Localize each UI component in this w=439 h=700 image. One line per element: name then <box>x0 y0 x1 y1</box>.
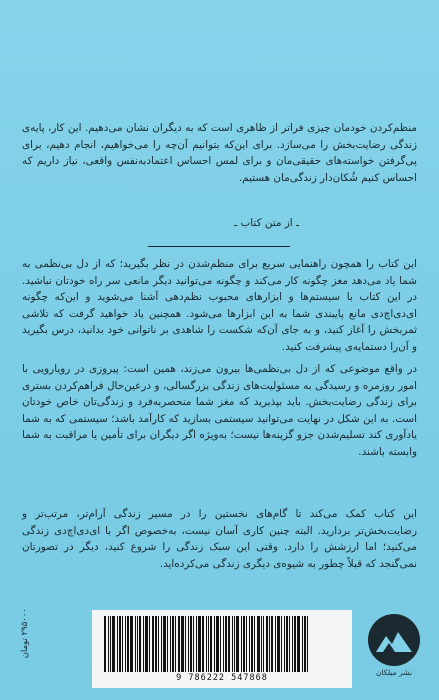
barcode-bar <box>277 616 280 672</box>
barcode-bar <box>223 616 224 672</box>
barcode-bar <box>110 616 111 672</box>
barcode-bar <box>181 616 184 672</box>
barcode-bar <box>249 616 250 672</box>
barcode-bar <box>172 616 174 672</box>
paragraph-3 <box>22 506 417 572</box>
barcode-bar <box>185 616 186 672</box>
barcode-bar <box>117 616 118 672</box>
paragraph-text: این کتاب کمک می‌کند تا گام‌های نخستین را در مسیر زندگی آرام‌تر، مرتب‌تر و رضایت‌بخش‌تر بردارید. البته چنین کاری آسان نیست، به‌خصوص اگر با ای‌دی‌اچ‌دی زندگی می‌کنید؛ اما ارزشش را دارد. وقتی این سبک زندگی را شروع کنید، دیگر در تصورتان نمی‌گنجد که قبلاً چطور به شیوه‌ی دیگری زندگی می‌کرده‌اید. <box>22 508 417 570</box>
isbn-number: 9 786222 547868 <box>176 673 268 683</box>
barcode-bar <box>202 616 204 672</box>
barcode-bar <box>143 616 144 672</box>
barcode-bar <box>228 616 230 672</box>
barcode-bar <box>302 616 303 672</box>
barcode-bar <box>122 616 123 672</box>
quote-source: ـ از متن کتاب ـ <box>234 217 299 229</box>
barcode-bar <box>271 616 273 672</box>
barcode-bar <box>210 616 212 672</box>
barcode-bars <box>104 616 340 672</box>
barcode <box>92 610 352 688</box>
barcode-bar <box>188 616 189 672</box>
barcode-bar <box>149 616 150 672</box>
barcode-bar <box>284 616 285 672</box>
barcode-bar <box>104 616 106 672</box>
barcode-bar <box>304 616 306 672</box>
barcode-bar <box>232 616 233 672</box>
barcode-bar <box>208 616 209 672</box>
barcode-bar <box>225 616 227 672</box>
barcode-bar <box>246 616 247 672</box>
barcode-bar <box>236 616 239 672</box>
paragraph-text: این کتاب را همچون راهنمایی سریع برای منظم‌شدن در نظر بگیرید؛ که از دل بی‌نظمی به شما یاد می‌دهد مغز چگونه کار می‌کند و چگونه می‌توانید دیگر مانعی سر راه خودتان نباشید. در این کتاب با سیستم‌ها و ابزارهای محبوب نظم‌دهی آشنا می‌شوید و این‌که چگونه ای‌دی‌اچ‌دی مانع پایبندی شما به این ابزارها می‌شود. همچنین یاد خواهید گرفت که تلاشی ثمربخش را آغاز کنید، و به جای آن‌که شکست را شاهدی بر ناتوانی خود بدانید، درس بگیرید و آن‌را دستمایه‌ی پیشرفت کنید. <box>22 258 417 353</box>
price-label: ۲۹۵۰۰۰ تومان <box>20 608 30 659</box>
barcode-bar <box>294 616 296 672</box>
barcode-bar <box>158 616 159 672</box>
barcode-bar <box>167 616 168 672</box>
barcode-bar <box>289 616 290 672</box>
divider-line <box>148 246 290 247</box>
barcode-bar <box>155 616 157 672</box>
barcode-bar <box>216 616 219 672</box>
barcode-bar <box>127 616 129 672</box>
barcode-bar <box>175 616 176 672</box>
barcode-bar <box>119 616 121 672</box>
barcode-bar <box>112 616 115 672</box>
barcode-bar <box>152 616 154 672</box>
barcode-bar <box>196 616 197 672</box>
barcode-bar <box>178 616 180 672</box>
barcode-bar <box>214 616 215 672</box>
barcode-bar <box>130 616 133 672</box>
barcode-bar <box>297 616 300 672</box>
barcode-bar <box>206 616 207 672</box>
publisher-logo <box>367 612 421 684</box>
barcode-bar <box>275 616 276 672</box>
barcode-bar <box>257 616 260 672</box>
barcode-bar <box>241 616 242 672</box>
barcode-bar <box>139 616 141 672</box>
barcode-bar <box>266 616 268 672</box>
barcode-bar <box>281 616 282 672</box>
barcode-bar <box>135 616 136 672</box>
paragraph-1 <box>22 256 417 356</box>
mountain-logo-icon <box>367 612 421 668</box>
barcode-bar <box>234 616 235 672</box>
barcode-bar <box>145 616 148 672</box>
barcode-bar <box>161 616 162 672</box>
barcode-bar <box>108 616 109 672</box>
barcode-bar <box>190 616 192 672</box>
barcode-bar <box>286 616 288 672</box>
barcode-bar <box>137 616 138 672</box>
barcode-bar <box>292 616 293 672</box>
quote-text: منظم‌کردن خودمان چیزی فراتر از ظاهری است که به دیگران نشان می‌دهیم. این کار، پایه‌ی زندگی رضایت‌بخش را می‌سازد. برای این‌که بتوانیم آن‌چه را می‌خواهیم، انجام دهیم، برای پی‌گرفتن خواسته‌های حقیقی‌مان و برای لمس احساس اعتمادبه‌نفس واقعی، نیاز داریم که احساس کنیم شُکان‌دار زندگی‌مان هستیم. <box>22 122 417 184</box>
barcode-bar <box>163 616 166 672</box>
barcode-bar <box>261 616 262 672</box>
barcode-bar <box>198 616 201 672</box>
paragraph-text: در واقع موضوعی که از دل بی‌نظمی‌ها بیرون می‌زند، همین است: پیروزی در رویارویی با امور روزمره و رسیدگی به مسئولیت‌های زندگی بزرگسالی، و درعین‌حال فراهم‌کردن بستری برای زندگی رضایت‌بخش. باید بپذیرید که مغز شما منحصربه‌فرد و زندگی‌تان خاص خودتان است. به این شکل در نهایت می‌توانید سیستمی بسازید که کارآمد باشد؛ سیستمی که به شما یادآوری کند تسلیم‌شدن جزو گزینه‌ها نیست؛ به‌ویژه اگر دیگران برای تأمین یا مراقبت به شما وابسته باشند. <box>22 363 417 458</box>
barcode-bar <box>269 616 270 672</box>
publisher-name: نشر میلکان <box>376 668 412 677</box>
quote-block <box>22 120 417 186</box>
barcode-bar <box>125 616 126 672</box>
barcode-bar <box>243 616 245 672</box>
barcode-bar <box>307 616 308 672</box>
barcode-bar <box>263 616 264 672</box>
barcode-bar <box>254 616 255 672</box>
barcode-bar <box>193 616 194 672</box>
paragraph-2 <box>22 361 417 461</box>
barcode-bar <box>251 616 253 672</box>
barcode-bar <box>170 616 171 672</box>
barcode-bar <box>220 616 221 672</box>
